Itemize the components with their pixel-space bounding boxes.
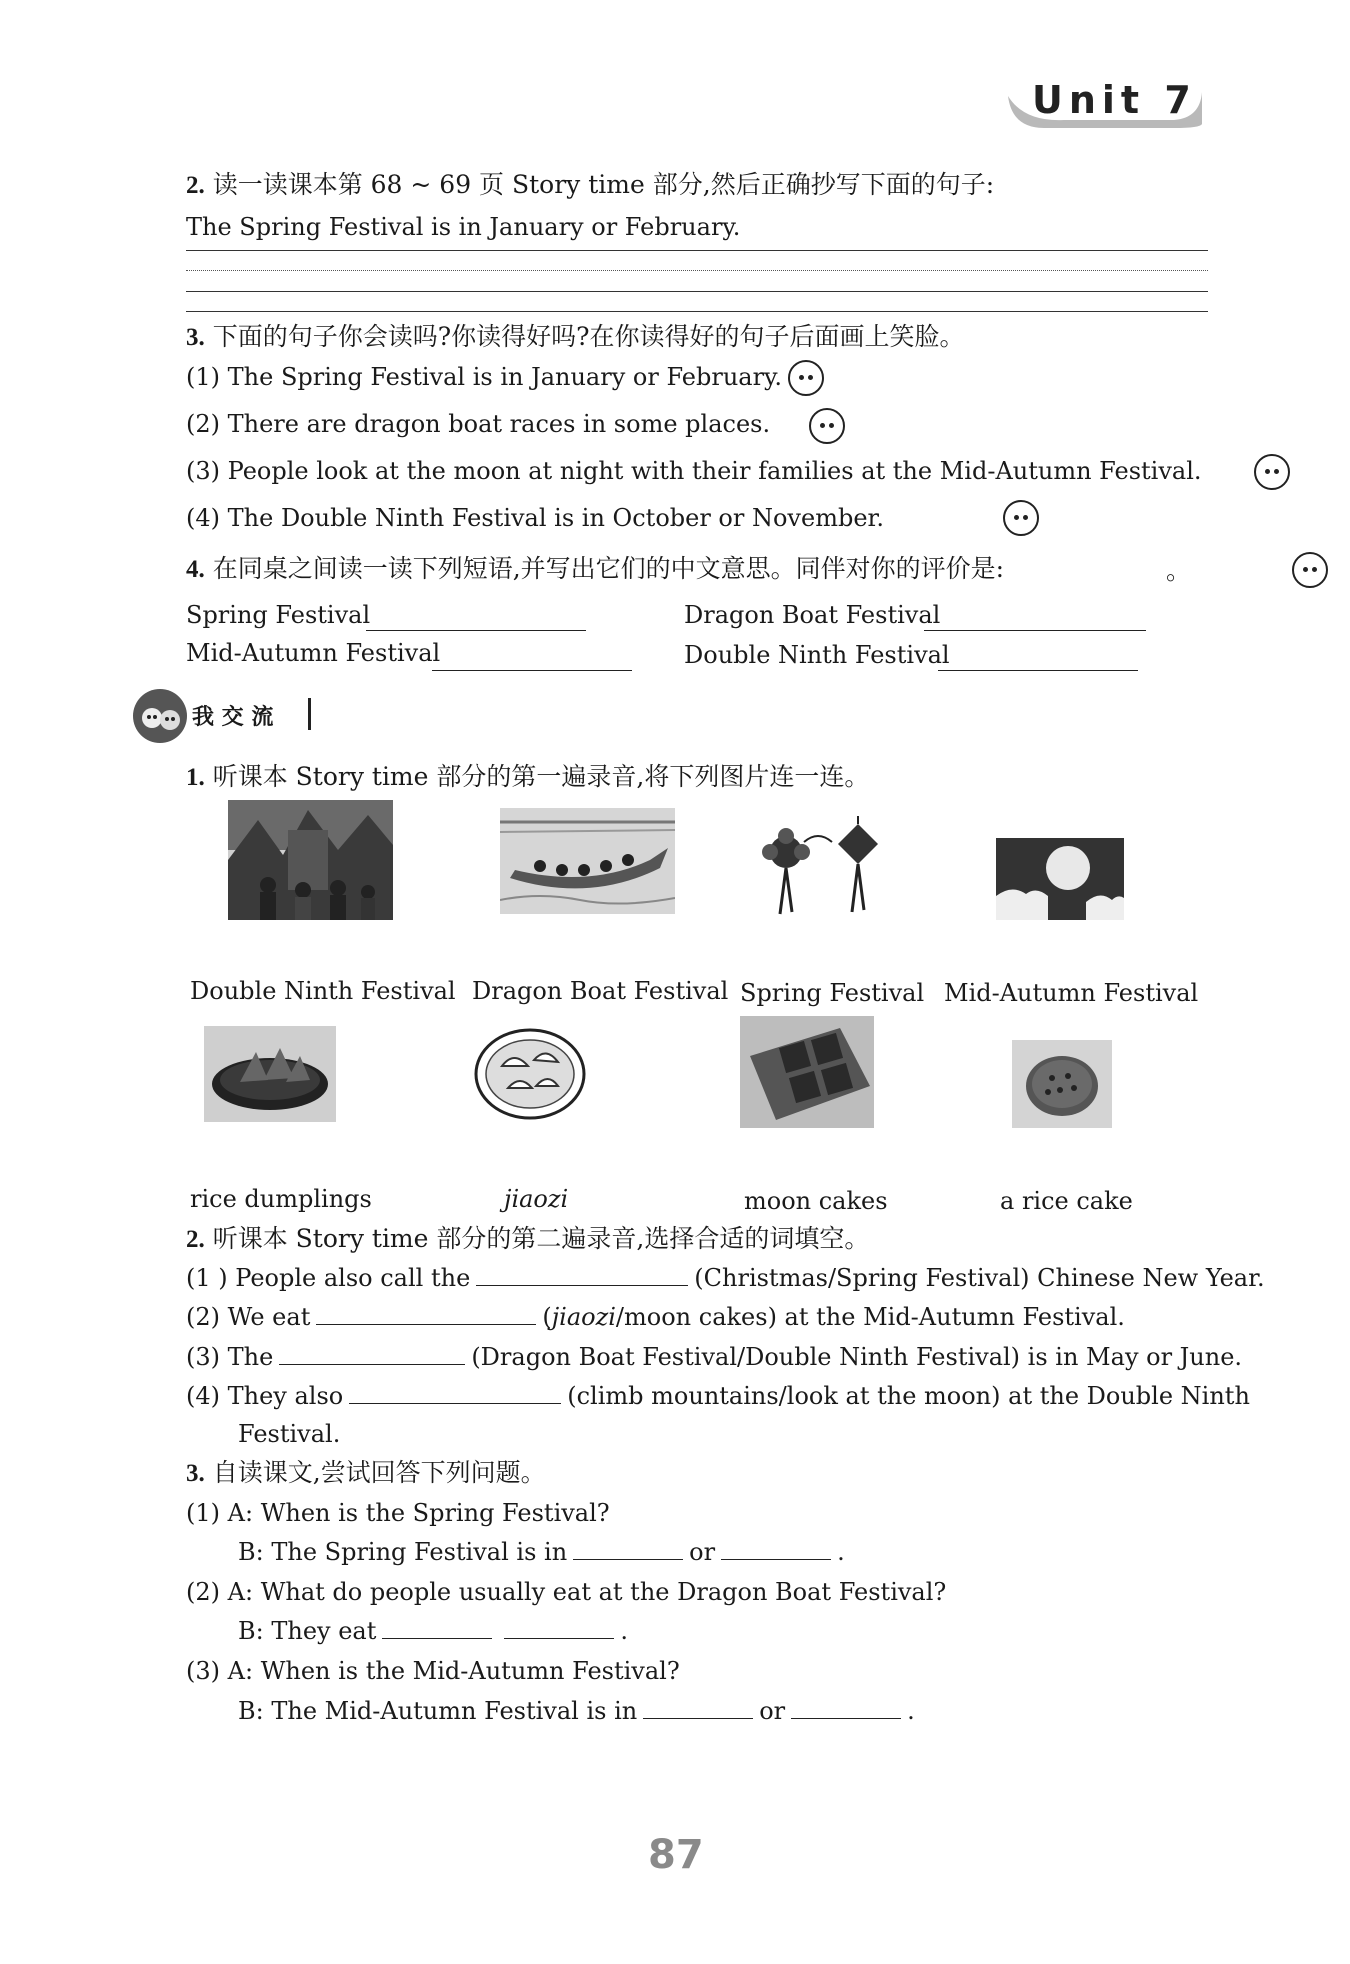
chinese-knots-image <box>748 812 898 922</box>
answer-blank[interactable] <box>504 1616 614 1639</box>
q3-item-3: (3) People look at the moon at night with their families at the Mid-Autumn Festival. <box>186 457 1202 485</box>
b-q2-item-3: (3) The (Dragon Boat Festival/Double Ninth Festival) is in May or June. <box>186 1343 1243 1371</box>
b-q2-item-4-cont: Festival. <box>238 1420 341 1448</box>
festival-label: Spring Festival <box>740 979 925 1007</box>
q2-sentence: The Spring Festival is in January or February. <box>186 213 741 241</box>
dragon-boat-image <box>500 808 675 914</box>
food-label: moon cakes <box>744 1187 888 1215</box>
answer-blank[interactable] <box>643 1696 753 1719</box>
answer-blank[interactable] <box>349 1381 561 1404</box>
q3-item-2: (2) There are dragon boat races in some places. <box>186 410 771 438</box>
phrase-1: Spring Festival <box>186 601 371 629</box>
moon-night-image <box>996 838 1124 920</box>
b-q3-heading: 3. 自读课文,尝试回答下列问题。 <box>186 1458 546 1487</box>
answer-blank[interactable] <box>366 630 586 631</box>
phrase-3: Mid-Autumn Festival <box>186 639 441 667</box>
answer-blank[interactable] <box>791 1696 901 1719</box>
answer-blank[interactable] <box>924 630 1146 631</box>
smiley-icon[interactable] <box>788 360 824 396</box>
q2-heading: 2. 读一读课本第 68 ~ 69 页 Story time 部分,然后正确抄写下面的句子: <box>186 170 995 199</box>
smiley-icon[interactable] <box>1292 552 1328 588</box>
unit-label: Unit 7 <box>1032 78 1197 122</box>
phrase-2: Dragon Boat Festival <box>684 601 941 629</box>
festival-label: Mid-Autumn Festival <box>944 979 1199 1007</box>
title-bar <box>308 698 311 730</box>
answer-blank[interactable] <box>382 1616 492 1639</box>
answer-blank[interactable] <box>938 670 1138 671</box>
answer-blank[interactable] <box>316 1302 536 1325</box>
q3-item-1: (1) The Spring Festival is in January or February. <box>186 363 783 391</box>
answer-blank[interactable] <box>279 1342 465 1365</box>
answer-blank[interactable] <box>721 1537 831 1560</box>
writing-line <box>186 250 1208 251</box>
b-q3-item-3-a: (3) A: When is the Mid-Autumn Festival? <box>186 1657 680 1685</box>
smiley-icon[interactable] <box>1254 454 1290 490</box>
rice-cake-image <box>1012 1040 1112 1128</box>
b-q1-heading: 1. 听课本 Story time 部分的第一遍录音,将下列图片连一连。 <box>186 762 870 791</box>
phrase-4: Double Ninth Festival <box>684 641 950 669</box>
answer-blank[interactable] <box>476 1263 688 1286</box>
page-number: 87 <box>648 1832 704 1878</box>
b-q3-item-3-b: B: The Mid-Autumn Festival is in or . <box>238 1697 915 1725</box>
food-label: jiaozi <box>504 1185 569 1213</box>
jiaozi-image <box>472 1026 588 1122</box>
b-q3-item-1-b: B: The Spring Festival is in or . <box>238 1538 845 1566</box>
moon-cakes-image <box>740 1016 874 1128</box>
section-title: 我 交 流 <box>130 686 330 746</box>
answer-blank[interactable] <box>573 1537 683 1560</box>
b-q2-item-2: (2) We eat (jiaozi/moon cakes) at the Mid-Autumn Festival. <box>186 1303 1125 1331</box>
q3-heading: 3. 下面的句子你会读吗?你读得好吗?在你读得好的句子后面画上笑脸。 <box>186 322 965 351</box>
festival-label: Double Ninth Festival <box>190 977 456 1005</box>
q4-heading: 4. 在同桌之间读一读下列短语,并写出它们的中文意思。同伴对你的评价是: <box>186 554 1005 583</box>
b-q2-item-1: (1 ) People also call the (Christmas/Spring Festival) Chinese New Year. <box>186 1264 1265 1292</box>
kids-mascot-icon <box>130 686 194 746</box>
food-label: a rice cake <box>1000 1187 1133 1215</box>
b-q2-heading: 2. 听课本 Story time 部分的第二遍录音,选择合适的词填空。 <box>186 1224 870 1253</box>
writing-line-dotted <box>186 270 1208 271</box>
b-q3-item-2-b: B: They eat . <box>238 1617 629 1645</box>
b-q3-item-1-a: (1) A: When is the Spring Festival? <box>186 1499 610 1527</box>
answer-blank[interactable] <box>432 670 632 671</box>
mountain-climbing-image <box>228 800 393 920</box>
b-q2-item-4: (4) They also (climb mountains/look at the moon) at the Double Ninth <box>186 1382 1250 1410</box>
festival-label: Dragon Boat Festival <box>472 977 729 1005</box>
food-label: rice dumplings <box>190 1185 372 1213</box>
q3-item-4: (4) The Double Ninth Festival is in October or November. <box>186 504 884 532</box>
writing-line <box>186 291 1208 292</box>
unit-banner <box>1004 78 1204 130</box>
b-q3-item-2-a: (2) A: What do people usually eat at the Dragon Boat Festival? <box>186 1578 947 1606</box>
smiley-icon[interactable] <box>809 408 845 444</box>
writing-line <box>186 311 1208 312</box>
smiley-icon[interactable] <box>1003 500 1039 536</box>
rice-dumplings-image <box>204 1026 336 1122</box>
q4-end: 。 <box>1166 556 1192 585</box>
